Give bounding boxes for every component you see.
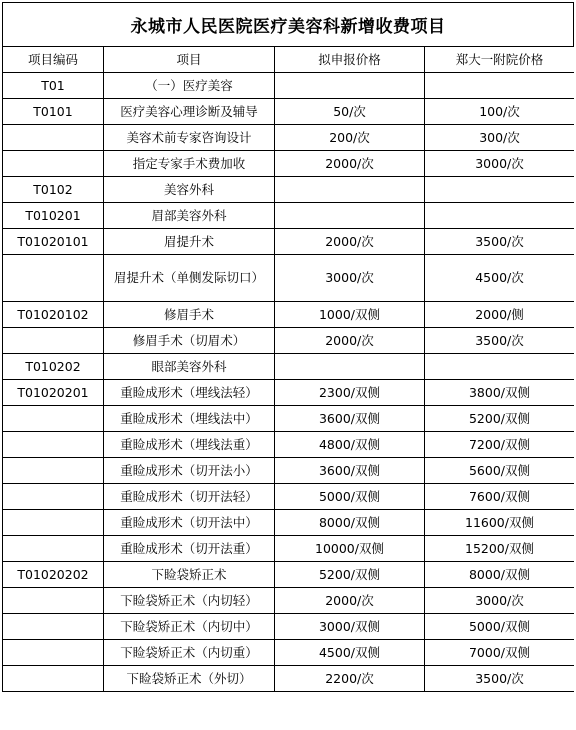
table-row xyxy=(3,562,575,588)
fee-table xyxy=(2,46,574,692)
cell-reference-price: 3800/双侧 xyxy=(425,380,575,406)
table-row xyxy=(3,614,575,640)
cell-reference-price: 3500/次 xyxy=(425,229,575,255)
cell-reference-price: 7200/双侧 xyxy=(425,432,575,458)
cell-proposed-price: 3000/次 xyxy=(275,255,425,302)
cell-reference-price: 7000/双侧 xyxy=(425,640,575,666)
table-row xyxy=(3,406,575,432)
cell-proposed-price: 2000/次 xyxy=(275,151,425,177)
table-row xyxy=(3,510,575,536)
cell-reference-price xyxy=(425,203,575,229)
cell-code xyxy=(3,536,104,562)
cell-proposed-price: 3600/双侧 xyxy=(275,458,425,484)
cell-reference-price: 5000/双侧 xyxy=(425,614,575,640)
table-row xyxy=(3,177,575,203)
cell-proposed-price: 5000/双侧 xyxy=(275,484,425,510)
table-row xyxy=(3,640,575,666)
cell-code xyxy=(3,458,104,484)
cell-item: 医疗美容心理诊断及辅导 xyxy=(104,99,275,125)
cell-code: T01 xyxy=(3,73,104,99)
cell-proposed-price: 2000/次 xyxy=(275,328,425,354)
cell-reference-price: 7600/双侧 xyxy=(425,484,575,510)
cell-reference-price: 2000/侧 xyxy=(425,302,575,328)
cell-item: 美容外科 xyxy=(104,177,275,203)
cell-item: 重睑成形术（埋线法轻） xyxy=(104,380,275,406)
cell-code: T01020102 xyxy=(3,302,104,328)
cell-item: 重睑成形术（切开法重） xyxy=(104,536,275,562)
cell-item: 下睑袋矫正术（内切轻） xyxy=(104,588,275,614)
cell-reference-price: 3500/次 xyxy=(425,328,575,354)
cell-code xyxy=(3,588,104,614)
cell-code xyxy=(3,328,104,354)
cell-item: 眉部美容外科 xyxy=(104,203,275,229)
header-item: 项目 xyxy=(104,47,275,73)
table-row xyxy=(3,354,575,380)
table-row xyxy=(3,73,575,99)
table-row xyxy=(3,125,575,151)
header-reference-price: 郑大一附院价格 xyxy=(425,47,575,73)
cell-item: 下睑袋矫正术（内切中） xyxy=(104,614,275,640)
cell-reference-price xyxy=(425,73,575,99)
cell-item: 修眉手术 xyxy=(104,302,275,328)
table-row xyxy=(3,203,575,229)
cell-reference-price: 300/次 xyxy=(425,125,575,151)
table-row xyxy=(3,484,575,510)
cell-code: T01020201 xyxy=(3,380,104,406)
cell-reference-price xyxy=(425,354,575,380)
fee-sheet xyxy=(2,2,574,728)
table-row xyxy=(3,229,575,255)
cell-reference-price: 3500/次 xyxy=(425,666,575,692)
cell-item: （一）医疗美容 xyxy=(104,73,275,99)
cell-code: T010202 xyxy=(3,354,104,380)
cell-reference-price: 100/次 xyxy=(425,99,575,125)
cell-item: 重睑成形术（埋线法重） xyxy=(104,432,275,458)
cell-code xyxy=(3,406,104,432)
cell-code xyxy=(3,510,104,536)
cell-reference-price: 5600/双侧 xyxy=(425,458,575,484)
header-row xyxy=(3,47,575,73)
cell-code xyxy=(3,125,104,151)
cell-proposed-price: 8000/双侧 xyxy=(275,510,425,536)
cell-proposed-price xyxy=(275,354,425,380)
cell-proposed-price xyxy=(275,73,425,99)
cell-item: 重睑成形术（切开法轻） xyxy=(104,484,275,510)
cell-item: 重睑成形术（埋线法中） xyxy=(104,406,275,432)
cell-reference-price: 4500/次 xyxy=(425,255,575,302)
table-row xyxy=(3,666,575,692)
cell-reference-price xyxy=(425,177,575,203)
cell-proposed-price: 3600/双侧 xyxy=(275,406,425,432)
cell-item: 下睑袋矫正术（内切重） xyxy=(104,640,275,666)
cell-proposed-price: 3000/双侧 xyxy=(275,614,425,640)
table-row xyxy=(3,458,575,484)
cell-code xyxy=(3,614,104,640)
cell-proposed-price: 2000/次 xyxy=(275,229,425,255)
table-row xyxy=(3,151,575,177)
table-row xyxy=(3,588,575,614)
cell-code: T010201 xyxy=(3,203,104,229)
cell-item: 修眉手术（切眉术） xyxy=(104,328,275,354)
sheet-title: 永城市人民医院医疗美容科新增收费项目 xyxy=(2,2,574,46)
table-row xyxy=(3,432,575,458)
cell-item: 眉提升术（单侧发际切口） xyxy=(104,255,275,302)
cell-item: 指定专家手术费加收 xyxy=(104,151,275,177)
cell-proposed-price: 10000/双侧 xyxy=(275,536,425,562)
cell-reference-price: 15200/双侧 xyxy=(425,536,575,562)
cell-code xyxy=(3,432,104,458)
cell-item: 重睑成形术（切开法中） xyxy=(104,510,275,536)
cell-reference-price: 5200/双侧 xyxy=(425,406,575,432)
table-row xyxy=(3,328,575,354)
cell-code xyxy=(3,666,104,692)
cell-proposed-price: 4800/双侧 xyxy=(275,432,425,458)
table-row xyxy=(3,380,575,406)
header-code: 项目编码 xyxy=(3,47,104,73)
table-row xyxy=(3,302,575,328)
cell-code xyxy=(3,640,104,666)
cell-proposed-price: 5200/双侧 xyxy=(275,562,425,588)
table-row xyxy=(3,255,575,302)
cell-proposed-price xyxy=(275,203,425,229)
cell-code: T0102 xyxy=(3,177,104,203)
cell-reference-price: 8000/双侧 xyxy=(425,562,575,588)
cell-code: T01020202 xyxy=(3,562,104,588)
cell-code xyxy=(3,484,104,510)
cell-code: T0101 xyxy=(3,99,104,125)
cell-reference-price: 3000/次 xyxy=(425,151,575,177)
cell-proposed-price: 4500/双侧 xyxy=(275,640,425,666)
cell-proposed-price xyxy=(275,177,425,203)
cell-code: T01020101 xyxy=(3,229,104,255)
table-row xyxy=(3,536,575,562)
table-body xyxy=(3,73,575,692)
cell-proposed-price: 2000/次 xyxy=(275,588,425,614)
header-proposed-price: 拟申报价格 xyxy=(275,47,425,73)
cell-proposed-price: 200/次 xyxy=(275,125,425,151)
cell-code xyxy=(3,151,104,177)
cell-item: 重睑成形术（切开法小） xyxy=(104,458,275,484)
cell-proposed-price: 2200/次 xyxy=(275,666,425,692)
cell-item: 美容术前专家咨询设计 xyxy=(104,125,275,151)
cell-code xyxy=(3,255,104,302)
cell-reference-price: 11600/双侧 xyxy=(425,510,575,536)
cell-proposed-price: 1000/双侧 xyxy=(275,302,425,328)
cell-item: 下睑袋矫正术（外切） xyxy=(104,666,275,692)
cell-item: 眉提升术 xyxy=(104,229,275,255)
cell-proposed-price: 50/次 xyxy=(275,99,425,125)
cell-proposed-price: 2300/双侧 xyxy=(275,380,425,406)
cell-reference-price: 3000/次 xyxy=(425,588,575,614)
table-row xyxy=(3,99,575,125)
cell-item: 下睑袋矫正术 xyxy=(104,562,275,588)
cell-item: 眼部美容外科 xyxy=(104,354,275,380)
